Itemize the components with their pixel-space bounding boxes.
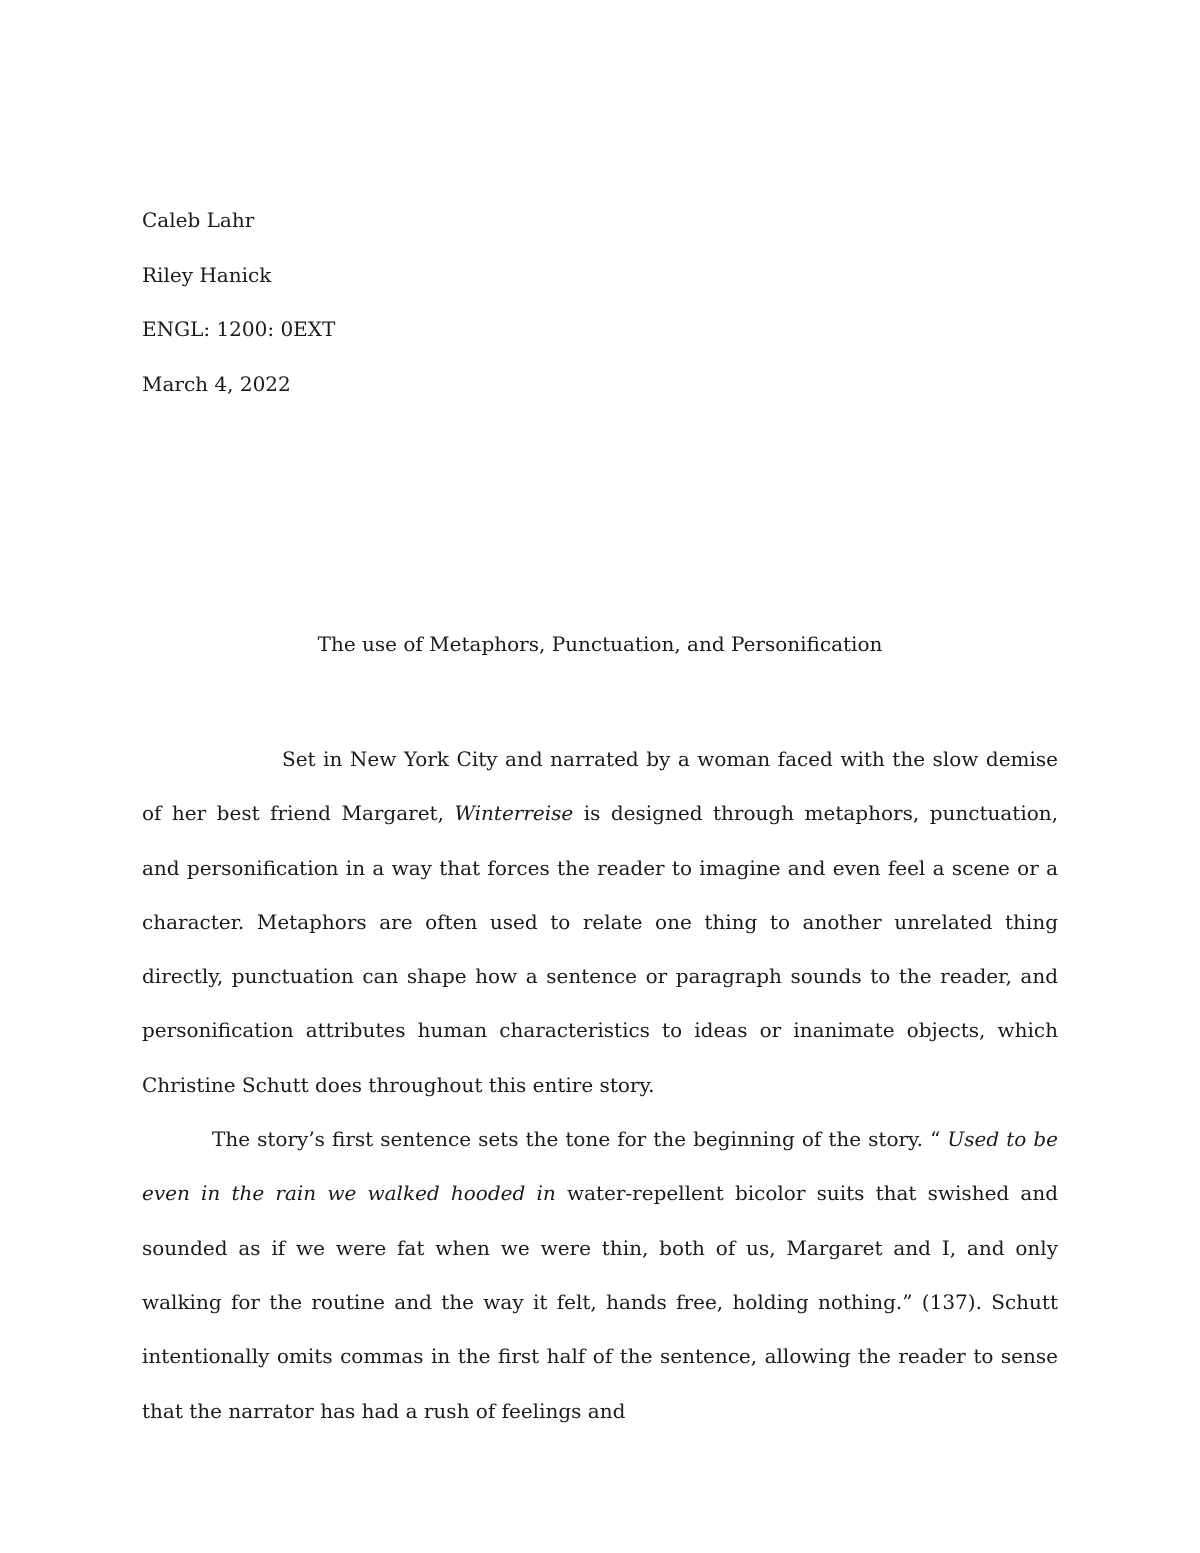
- quote-italic: Used to be even in the rain we walked hooded in: [142, 1127, 1058, 1206]
- author-name: Caleb Lahr: [142, 208, 255, 232]
- date: March 4, 2022: [142, 371, 291, 396]
- paragraph-2-text-b: water-repellent bicolor suits that swished and sounded as if we were fat when we were thin, both of us, Margaret and I, and only walking for the routine and the way it felt, hands free, holding nothing.” (137). Schutt intentionally omits commas in the first half of the sentence, allowing the reader to sense that the narrator has had a rush of feelings and: [142, 1181, 1059, 1423]
- paragraph-1: [142, 732, 1058, 1112]
- instructor-name: Riley Hanick: [142, 262, 272, 287]
- paragraph-1-text-b: is designed through metaphors, punctuation, and personification in a way that forces the reader to imagine and even feel a scene or a character. Metaphors are often used to relate one thing to another unrelated thing directly, punctuation can shape how a sentence or paragraph sounds to the reader, and personification attributes human characteristics to ideas or inanimate objects, which Christine Schutt does throughout this entire story.: [142, 801, 1059, 1097]
- essay-body: [142, 732, 1058, 1438]
- paragraph-2-text-a: The story’s first sentence sets the tone for the beginning of the story. “: [212, 1127, 948, 1152]
- heading-block: [142, 193, 742, 411]
- paragraph-2: [142, 1112, 1058, 1438]
- paragraph-1-text-a: Set in New York City and narrated by a woman faced with the slow demise of her best friend Margaret,: [142, 747, 1058, 826]
- story-title-italic: Winterreise: [454, 801, 574, 826]
- course-code: ENGL: 1200: 0EXT: [142, 317, 336, 341]
- essay-title: The use of Metaphors, Punctuation, and Personification: [317, 632, 883, 656]
